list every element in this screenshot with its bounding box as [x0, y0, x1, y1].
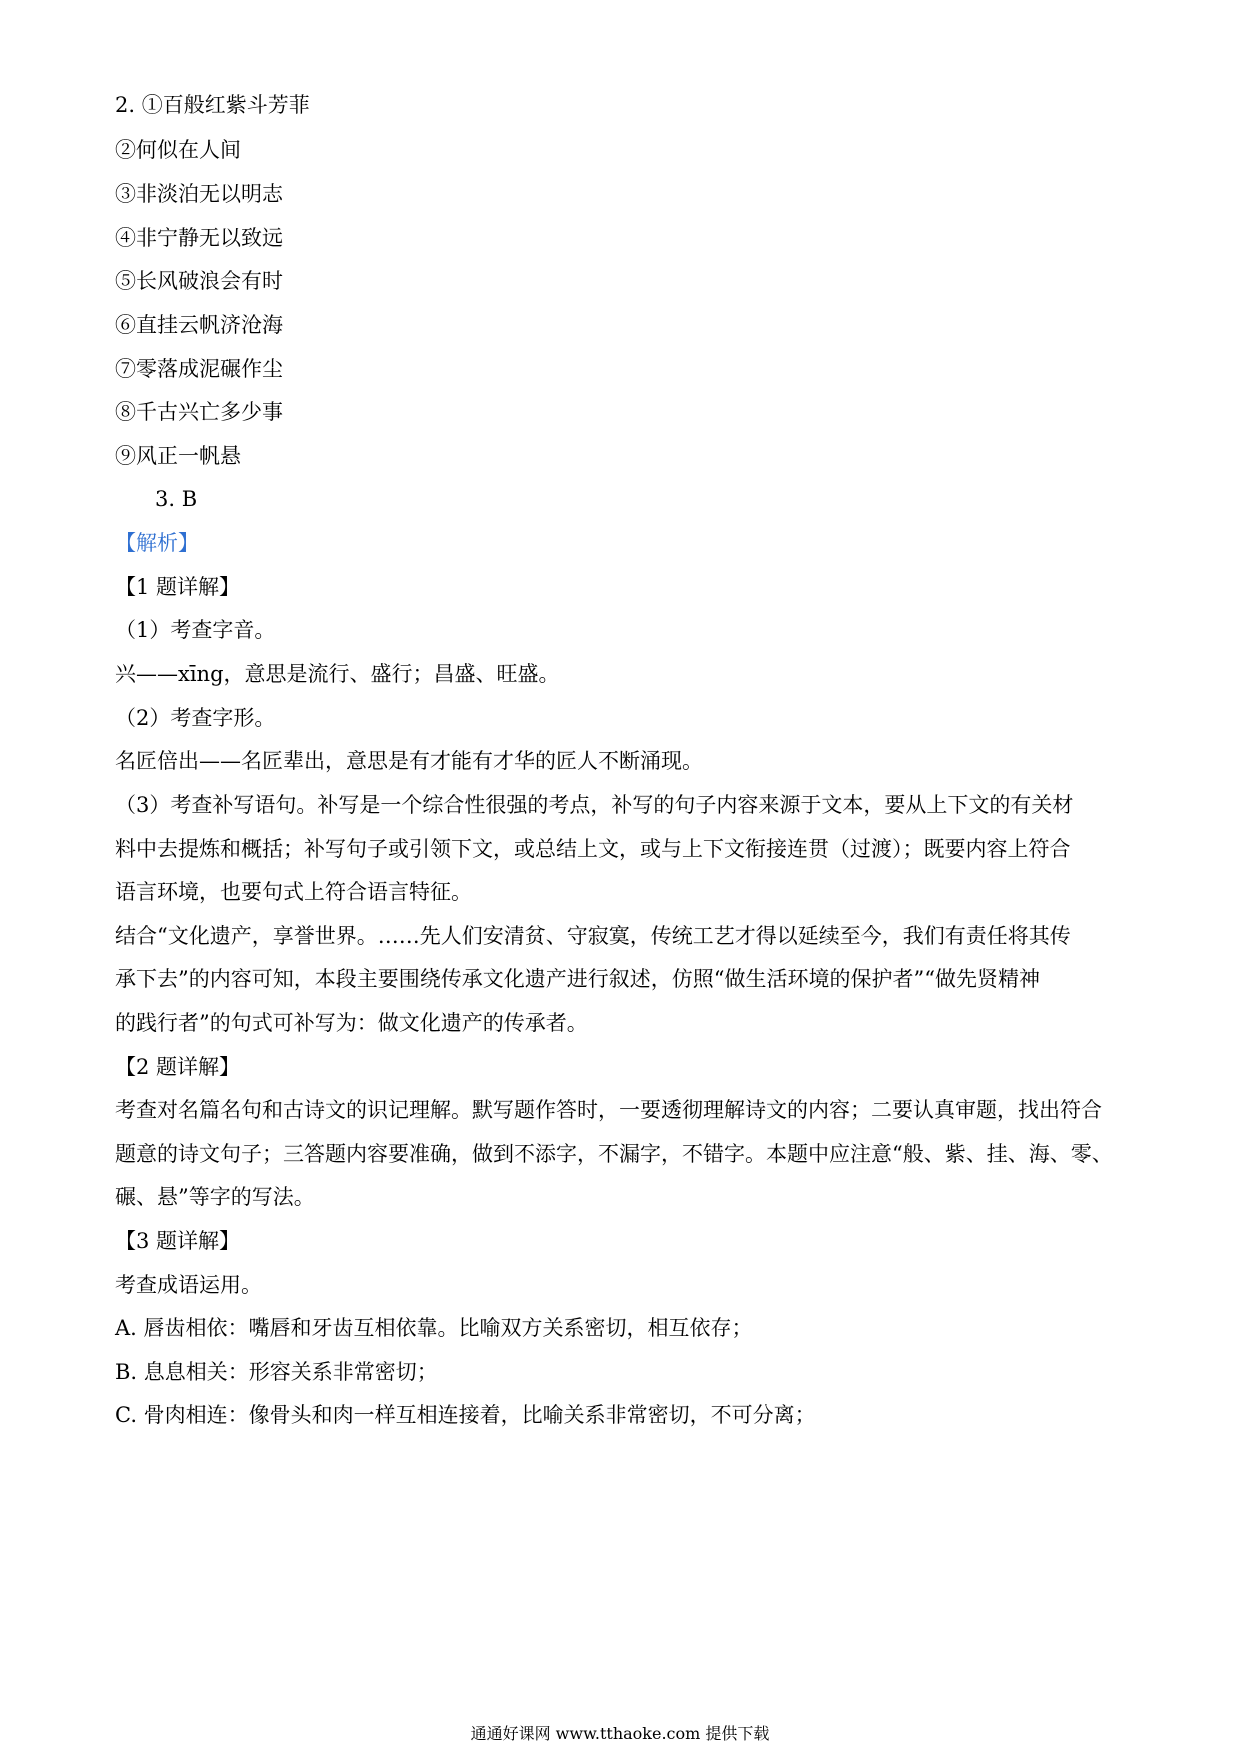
section-heading-q3: 【3 题详解】 [115, 1229, 241, 1253]
paragraph-line: 兴——xīng，意思是流行、盛行；昌盛、旺盛。 [115, 662, 560, 686]
paragraph-line: 承下去”的内容可知，本段主要围绕传承文化遗产进行叙述，仿照“做生活环境的保护者”“做先贤精神 [115, 967, 1040, 991]
page-footer: 通通好课网 www.tthaoke.com 提供下载 [470, 1724, 770, 1743]
section-heading-q1: 【1 题详解】 [115, 575, 241, 599]
answer-q3: 3. B [155, 487, 198, 511]
paragraph-line: 考查成语运用。 [115, 1273, 262, 1297]
paragraph-line: （3）考查补写语句。补写是一个综合性很强的考点，补写的句子内容来源于文本，要从上下文的有关材 [115, 793, 1074, 817]
paragraph-line: 碾、悬”等字的写法。 [115, 1185, 315, 1209]
paragraph-line: 名匠倍出——名匠辈出，意思是有才能有才华的匠人不断涌现。 [115, 749, 703, 773]
answer-line: ④非宁静无以致远 [115, 226, 283, 250]
analysis-heading: 【解析】 [115, 531, 199, 555]
paragraph-line: 料中去提炼和概括；补写句子或引领下文，或总结上文，或与上下文衔接连贯（过渡）；既要内容上符合 [115, 837, 1071, 861]
paragraph-line: C. 骨肉相连：像骨头和肉一样互相连接着，比喻关系非常密切，不可分离； [115, 1403, 816, 1427]
paragraph-line: 的践行者”的句式可补写为：做文化遗产的传承者。 [115, 1011, 588, 1035]
answer-line: ⑥直挂云帆济沧海 [115, 313, 283, 337]
paragraph-line: 语言环境，也要句式上符合语言特征。 [115, 880, 472, 904]
paragraph-line: 考查对名篇名句和古诗文的识记理解。默写题作答时，一要透彻理解诗文的内容；二要认真审题，找出符合 [115, 1098, 1102, 1122]
paragraph-line: 题意的诗文句子；三答题内容要准确，做到不添字，不漏字，不错字。本题中应注意“般、紫、挂、海、零、 [115, 1142, 1113, 1166]
section-heading-q2: 【2 题详解】 [115, 1055, 241, 1079]
answer-line: ②何似在人间 [115, 138, 241, 162]
paragraph-line: （2）考查字形。 [115, 706, 276, 730]
answer-line: ⑨风正一帆悬 [115, 444, 241, 468]
paragraph-line: B. 息息相关：形容关系非常密切； [115, 1360, 438, 1384]
answer-line: ⑧千古兴亡多少事 [115, 400, 283, 424]
answer-line: ③非淡泊无以明志 [115, 182, 283, 206]
answer-line: ⑦零落成泥碾作尘 [115, 357, 283, 381]
paragraph-line: 结合“文化遗产，享誉世界。……先人们安清贫、守寂寞，传统工艺才得以延续至今，我们有责任将其传 [115, 924, 1071, 948]
answer-line: 2. ①百般红紫斗芳菲 [115, 93, 310, 117]
answer-line: ⑤长风破浪会有时 [115, 269, 283, 293]
paragraph-line: （1）考查字音。 [115, 618, 276, 642]
paragraph-line: A. 唇齿相依：嘴唇和牙齿互相依靠。比喻双方关系密切，相互依存； [115, 1316, 753, 1340]
